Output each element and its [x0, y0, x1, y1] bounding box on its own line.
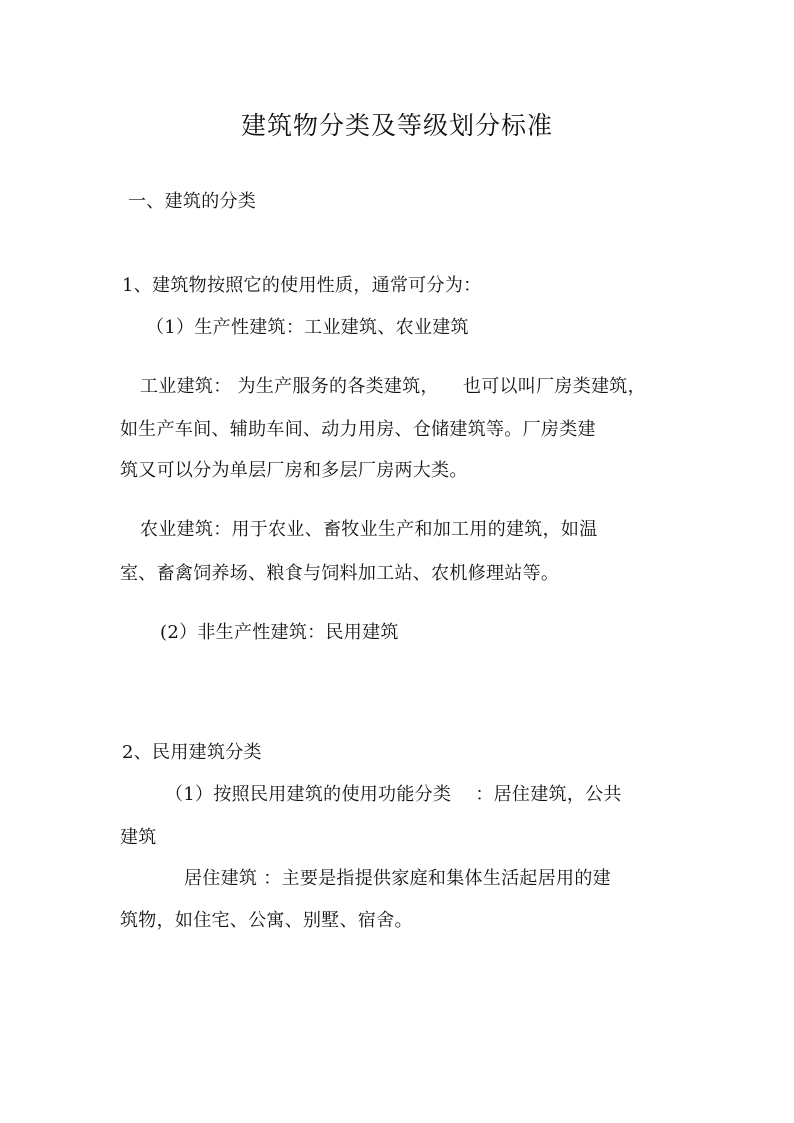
industrial-building-line-2: 如生产车间、辅助车间、动力用房、仓储建筑等。厂房类建 — [120, 419, 596, 440]
item-1-heading: 1、建筑物按照它的使用性质，通常可分为： — [122, 275, 482, 296]
civil-classification-line-2: 建筑 — [120, 827, 157, 848]
non-productive-buildings-label: (2）非生产性建筑：民用建筑 — [160, 622, 399, 643]
item-2-heading: 2、民用建筑分类 — [122, 742, 262, 763]
agricultural-building-line-1: 农业建筑：用于农业、畜牧业生产和加工用的建筑，如温 — [140, 519, 598, 540]
civil-classification-line-1: （1）按照民用建筑的使用功能分类 ：居住建筑，公共 — [165, 784, 622, 805]
industrial-building-line-3: 筑又可以分为单层厂房和多层厂房两大类。 — [120, 460, 468, 481]
productive-buildings-label: （1）生产性建筑：工业建筑、农业建筑 — [146, 317, 469, 338]
agricultural-building-line-2: 室、畜禽饲养场、粮食与饲料加工站、农机修理站等。 — [120, 563, 560, 584]
industrial-building-line-1: 工业建筑： 为生产服务的各类建筑， 也可以叫厂房类建筑， — [140, 376, 646, 397]
section-heading-classification: 一、建筑的分类 — [128, 191, 257, 212]
residential-building-line-2: 筑物，如住宅、公寓、别墅、宿舍。 — [120, 910, 413, 931]
document-title: 建筑物分类及等级划分标准 — [240, 111, 553, 140]
residential-building-line-1: 居住建筑 ：主要是指提供家庭和集体生活起居用的建 — [184, 868, 611, 889]
